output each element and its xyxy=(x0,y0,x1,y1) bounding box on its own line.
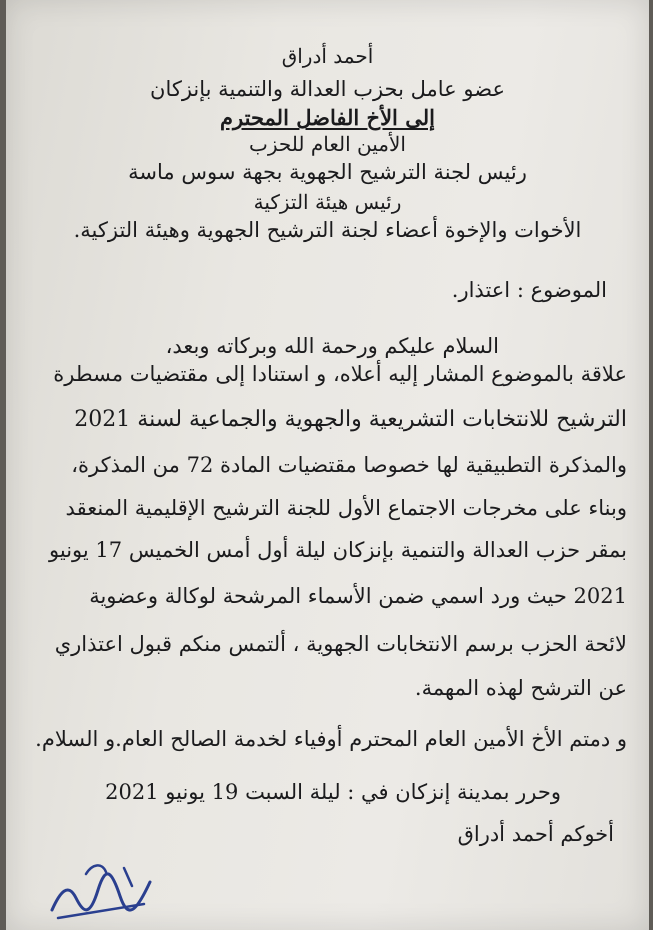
closing-line: و دمتم الأخ الأمين العام المحترم أوفياء لخدمة الصالح العام.و السلام. xyxy=(35,727,627,751)
body-line-5: بمقر حزب العدالة والتنمية بإنزكان ليلة أول أمس الخميس 17 يونيو xyxy=(49,538,627,562)
body-line-8: عن الترشح لهذه المهمة. xyxy=(414,676,627,700)
salutation: إلى الأخ الفاضل المحترم xyxy=(220,105,435,130)
sign-off: أخوكم أحمد أدراق xyxy=(457,822,614,846)
body-line-3: والمذكرة التطبيقية لها خصوصا مقتضيات المادة 72 من المذكرة، xyxy=(71,453,627,477)
recipient-endorsement-body: رئيس هيئة التزكية xyxy=(253,190,402,214)
body-line-2: الترشيح للانتخابات التشريعية والجهوية والجماعية لسنة 2021 xyxy=(74,407,627,432)
body-line-4: وبناء على مخرجات الاجتماع الأول للجنة الترشيح الإقليمية المنعقد xyxy=(65,496,627,520)
body-line-6: 2021 حيث ورد اسمي ضمن الأسماء المرشحة لوكالة وعضوية xyxy=(89,584,627,608)
subject-line: الموضوع : اعتذار. xyxy=(451,278,607,302)
sender-role: عضو عامل بحزب العدالة والتنمية بإنزكان xyxy=(150,77,505,101)
body-line-1: علاقة بالموضوع المشار إليه أعلاه، و استنادا إلى مقتضيات مسطرة xyxy=(53,362,627,386)
date-line: وحرر بمدينة إنزكان في : ليلة السبت 19 يونيو 2021 xyxy=(105,780,561,804)
handwritten-signature xyxy=(46,852,156,922)
letter-page xyxy=(6,0,649,930)
body-line-7: لائحة الحزب برسم الانتخابات الجهوية ، ألتمس منكم قبول اعتذاري xyxy=(54,632,627,656)
recipient-regional-committee: رئيس لجنة الترشيح الجهوية بجهة سوس ماسة xyxy=(128,160,527,184)
recipient-secretary-general: الأمين العام للحزب xyxy=(249,132,406,156)
sender-name: أحمد أدراق xyxy=(281,44,374,68)
recipient-members: الأخوات والإخوة أعضاء لجنة الترشيح الجهوية وهيئة التزكية. xyxy=(73,218,582,242)
greeting: السلام عليكم ورحمة الله وبركاته وبعد، xyxy=(165,334,499,358)
